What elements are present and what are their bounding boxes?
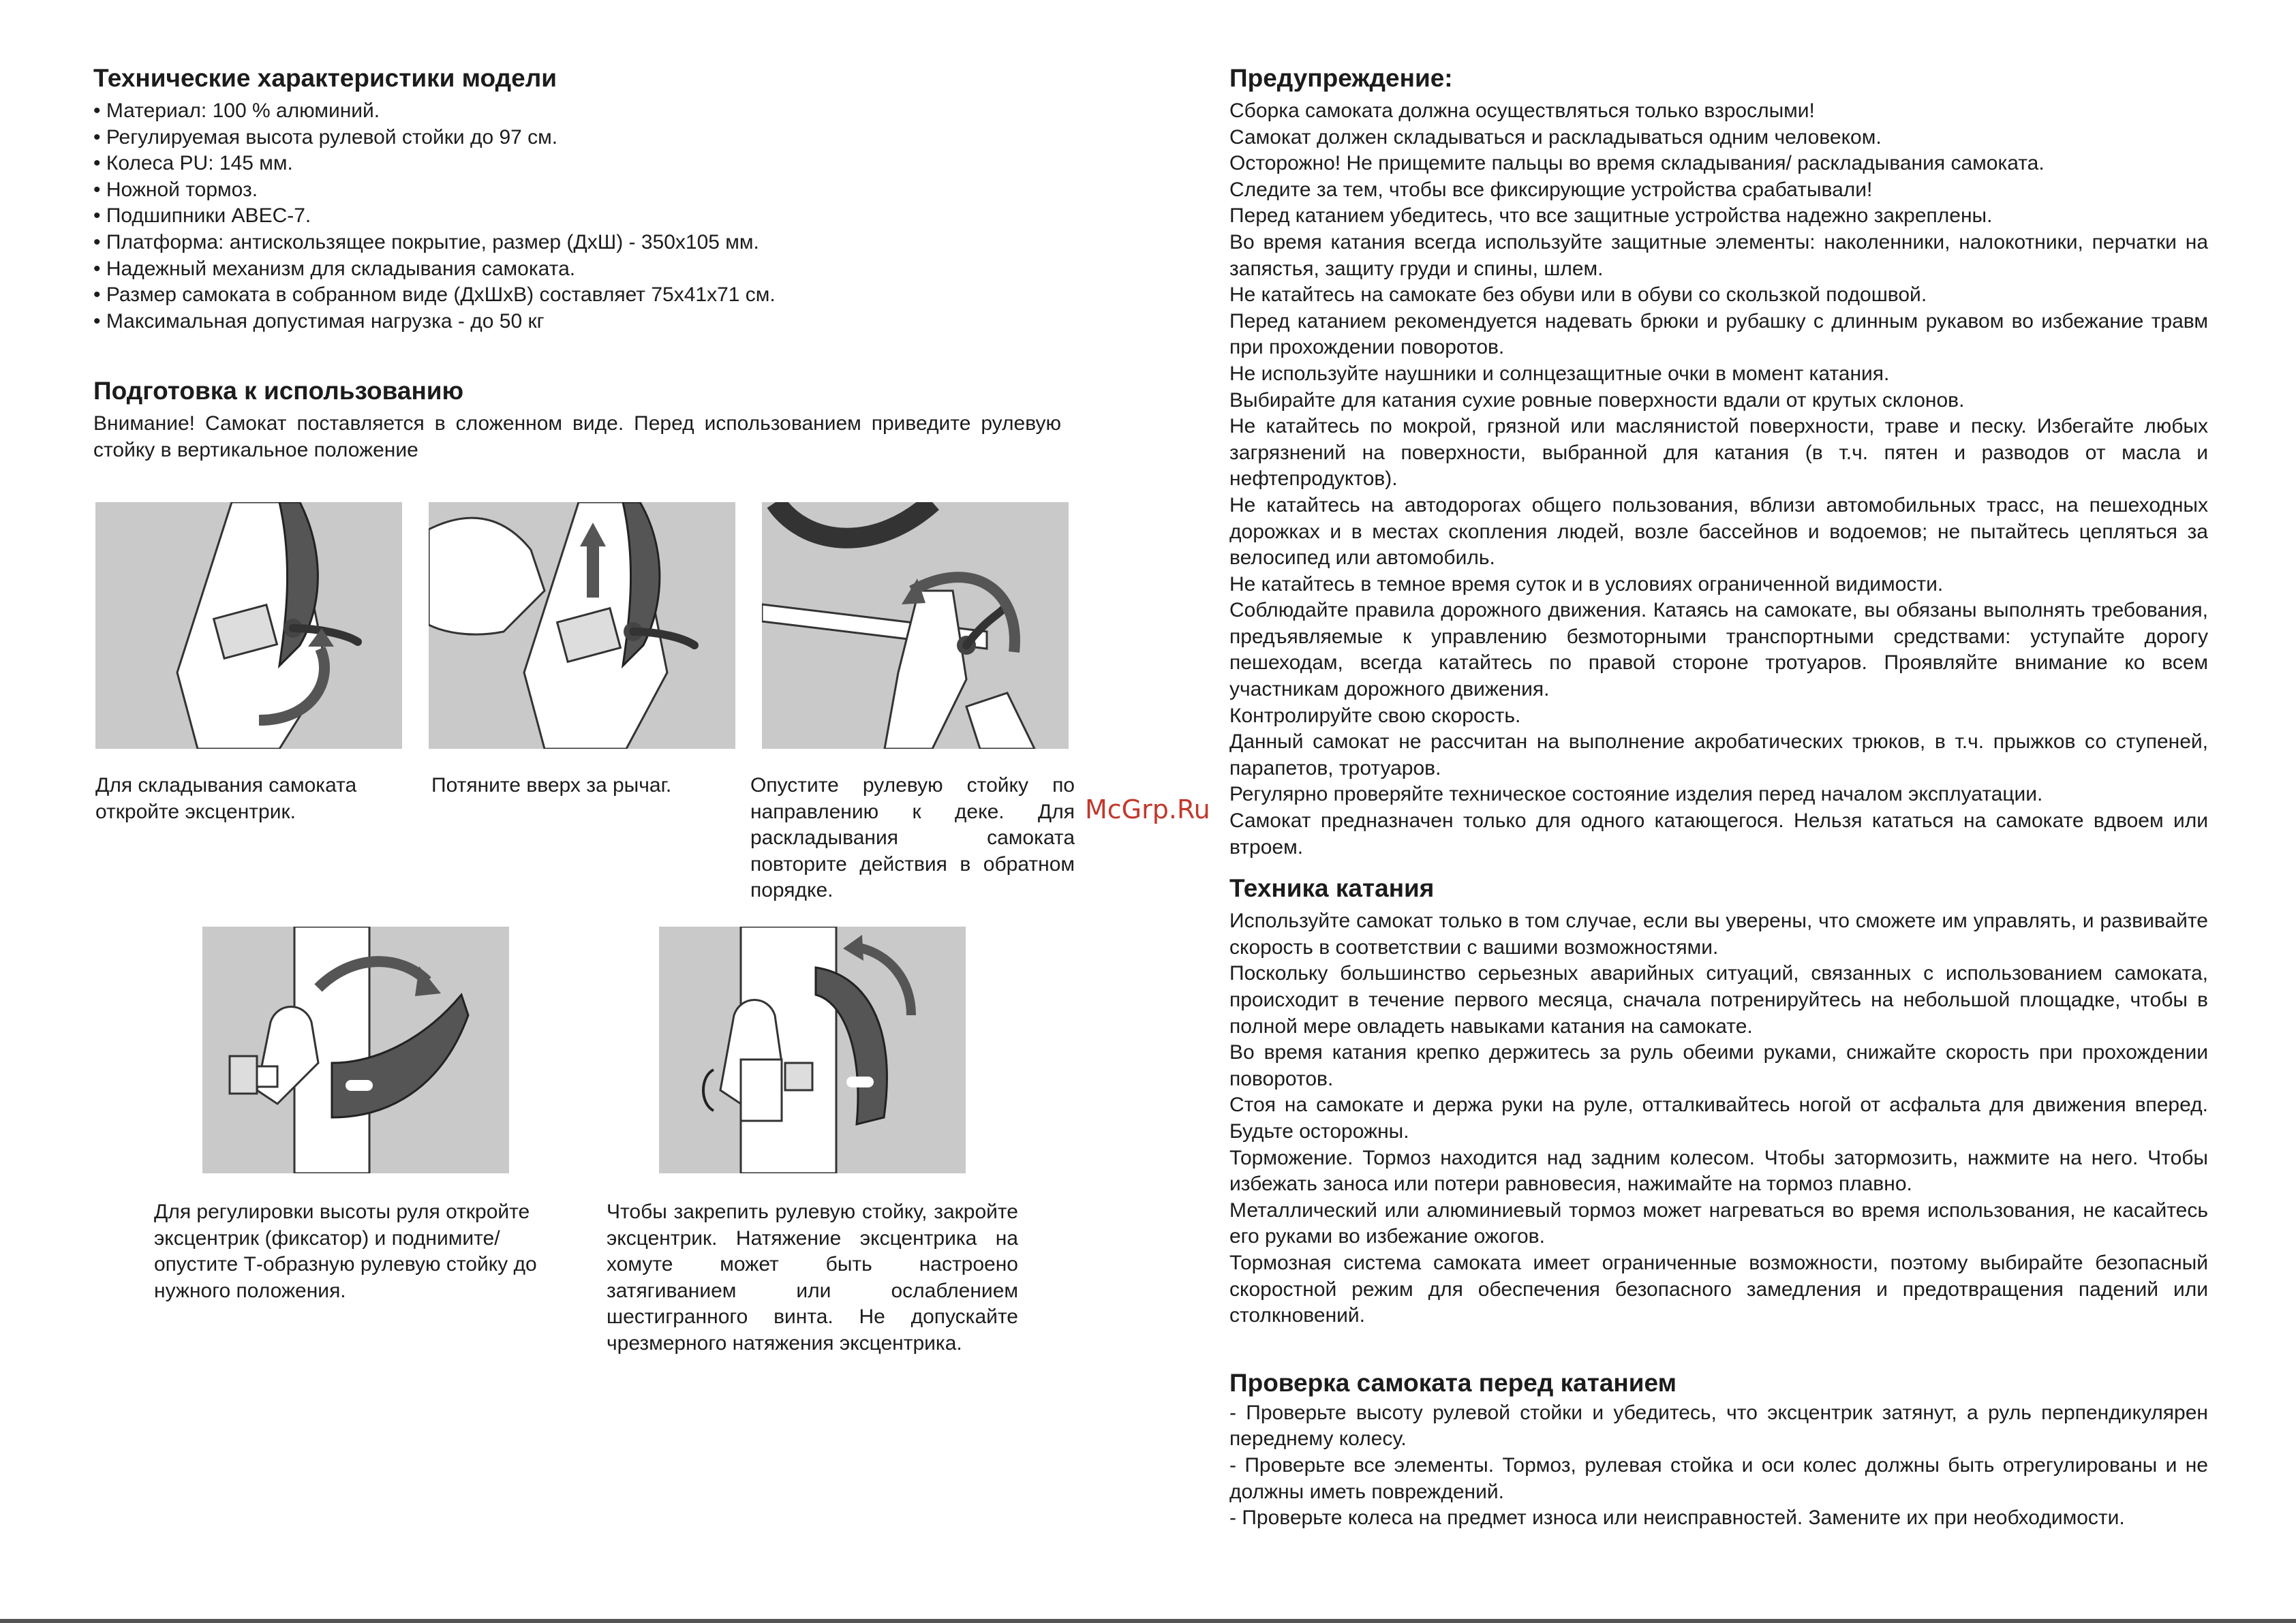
specs-item: • Платформа: антискользящее покрытие, размер (ДхШ) - 350х105 мм. xyxy=(93,230,759,253)
check-text xyxy=(1229,1400,2208,1532)
warning-paragraph: Выбирайте для катания сухие ровные поверхности вдали от крутых склонов. xyxy=(1229,388,1965,412)
check-paragraph: - Проверьте высоту рулевой стойки и убедитесь, что эксцентрик затянут, а руль перпендикулярен переднему колесу. xyxy=(1229,1401,2208,1451)
warning-title: Предупреждение: xyxy=(1229,64,1453,92)
fold-step-1-drawing xyxy=(95,502,402,749)
height-adjust-drawing xyxy=(202,927,509,1173)
specs-item: • Надежный механизм для складывания самоката. xyxy=(93,257,576,280)
height-adjust-illustration xyxy=(202,927,509,1173)
prep-title: Подготовка к использованию xyxy=(93,377,464,405)
technique-paragraph: Металлический или алюминиевый тормоз может нагреваться во время использования, не касайтесь его руками во избежание ожогов. xyxy=(1229,1199,2208,1248)
warning-paragraph: Контролируйте свою скорость. xyxy=(1229,704,1521,727)
check-paragraph: - Проверьте колеса на предмет износа или неисправностей. Замените их при необходимости. xyxy=(1229,1506,2125,1530)
specs-title: Технические характеристики модели xyxy=(93,64,557,92)
tighten-clamp-drawing xyxy=(659,927,966,1173)
fold-step-3-illustration xyxy=(762,502,1069,749)
technique-paragraph: Тормозная система самоката имеет ограниченные возможности, поэтому выбирайте безопасный скоростной режим для обеспечения безопасного замедления и предотвращения падений или столкновений. xyxy=(1229,1251,2208,1327)
specs-item: • Регулируемая высота рулевой стойки до 97 см. xyxy=(93,125,558,149)
caption-tighten-clamp: Чтобы закрепить рулевую стойку, закройте эксцентрик. Натяжение эксцентрика на хомуте может быть настроено затягиванием или ослаблением шестигранного винта. Не допускайте чрезмерного натяжения эксцентрика. xyxy=(607,1201,1018,1355)
specs-item: • Колеса PU: 145 мм. xyxy=(93,152,293,175)
specs-item: • Материал: 100 % алюминий. xyxy=(93,99,380,122)
fold-step-1-illustration xyxy=(95,502,402,749)
warning-paragraph: Данный самокат не рассчитан на выполнение акробатических трюков, в т.ч. прыжков со ступеней, парапетов, тротуаров. xyxy=(1229,730,2208,779)
specs-item: • Максимальная допустимая нагрузка - до 50 кг xyxy=(93,309,545,333)
warning-paragraph: Не катайтесь в темное время суток и в условиях ограниченной видимости. xyxy=(1229,572,1944,596)
technique-paragraph: Торможение. Тормоз находится над задним колесом. Чтобы затормозить, нажмите на него. Чтобы избежать заноса или потери равновесия, нажимайте на тормоз плавно. xyxy=(1229,1146,2208,1196)
technique-paragraph: Поскольку большинство серьезных аварийных ситуаций, связанных с использованием самоката, происходит в течение первого месяца, сначала потренируйтесь на небольшой площадке, чтобы в полной мере овладеть навыками катания на самокате. xyxy=(1229,962,2208,1038)
technique-paragraph: Стоя на самокате и держа руки на руле, отталкивайтесь ногой от асфальта для движения вперед. Будьте осторожны. xyxy=(1229,1094,2208,1143)
fold-step-2-drawing xyxy=(429,502,735,749)
tighten-clamp-illustration xyxy=(659,927,966,1173)
warning-paragraph: Во время катания всегда используйте защитные элементы: наколенники, налокотники, перчатки на запястья, защиту груди и спины, шлем. xyxy=(1229,230,2208,280)
warning-text xyxy=(1229,98,2208,861)
technique-title: Техника катания xyxy=(1229,874,1435,903)
warning-paragraph: Не катайтесь на автодорогах общего пользования, вблизи автомобильных трасс, на пешеходных дорожках и в местах скопления людей, возле бассейнов и водоемов; не пытайтесь цепляться за велосипед или автомобиль. xyxy=(1229,493,2208,570)
check-title: Проверка самоката перед катанием xyxy=(1229,1368,1677,1397)
caption-fold-step-3: Опустите рулевую стойку по направлению к деке. Для раскладывания самоката повторите действия в обратном порядке. xyxy=(750,774,1075,902)
watermark: McGrp.Ru xyxy=(1085,794,1210,824)
warning-paragraph: Осторожно! Не прищемите пальцы во время складывания/ раскладывания самоката. xyxy=(1229,152,2045,175)
warning-paragraph: Не катайтесь на самокате без обуви или в обуви со скользкой подошвой. xyxy=(1229,283,1927,307)
caption-fold-step-2: Потяните вверх за рычаг. xyxy=(431,774,672,797)
specs-list xyxy=(93,98,1062,335)
right-column xyxy=(1229,61,2208,1532)
warning-paragraph: Сборка самоката должна осуществляться только взрослыми! xyxy=(1229,99,1815,122)
specs-item: • Размер самоката в собранном виде (ДхШхВ) составляет 75x41x71 см. xyxy=(93,283,776,307)
warning-paragraph: Регулярно проверяйте техническое состояние изделия перед началом эксплуатации. xyxy=(1229,783,2043,806)
caption-fold-step-1: Для складывания самоката откройте эксцентрик. xyxy=(95,774,357,823)
technique-paragraph: Используйте самокат только в том случае, если вы уверены, что сможете им управлять, и развивайте скорость в соответствии с вашими возможностями. xyxy=(1229,910,2208,959)
technique-text xyxy=(1229,908,2208,1329)
prep-intro: Внимание! Самокат поставляется в сложенном виде. Перед использованием приведите рулевую стойку в вертикальное положение xyxy=(93,412,1061,461)
specs-item: • Ножной тормоз. xyxy=(93,178,258,201)
page-bottom-rule xyxy=(0,1619,2296,1623)
fold-step-3-drawing xyxy=(762,502,1069,749)
fold-step-2-illustration xyxy=(429,502,735,749)
warning-paragraph: Не используйте наушники и солнцезащитные очки в момент катания. xyxy=(1229,362,1890,385)
warning-paragraph: Самокат должен складываться и раскладываться одним человеком. xyxy=(1229,125,1882,149)
warning-paragraph: Перед катанием убедитесь, что все защитные устройства надежно закреплены. xyxy=(1229,204,1993,228)
warning-paragraph: Не катайтесь по мокрой, грязной или маслянистой поверхности, траве и песку. Избегайте любых загрязнений на поверхности, выбранной для катания (в т.ч. пятен и разводов от масла и нефтепродуктов). xyxy=(1229,415,2208,491)
caption-height-adjust: Для регулировки высоты руля откройте эксцентрик (фиксатор) и поднимите/опустите Т-образную рулевую стойку до нужного положения. xyxy=(154,1201,537,1302)
specs-item: • Подшипники ABEC-7. xyxy=(93,204,311,228)
technique-paragraph: Во время катания крепко держитесь за руль обеими руками, снижайте скорость при прохождении поворотов. xyxy=(1229,1041,2208,1090)
warning-paragraph: Самокат предназначен только для одного катающегося. Нельзя кататься на самокате вдвоем или втроем. xyxy=(1229,809,2208,859)
warning-paragraph: Следите за тем, чтобы все фиксирующие устройства срабатывали! xyxy=(1229,178,1873,201)
warning-paragraph: Соблюдайте правила дорожного движения. Катаясь на самокате, вы обязаны выполнять требования, предъявляемые к управлению безмоторными транспортными средствами: уступайте дорогу пешеходам, всегда катайтесь по правой стороне тротуаров. Проявляйте внимание ко всем участникам дорожного движения. xyxy=(1229,599,2208,701)
warning-paragraph: Перед катанием рекомендуется надевать брюки и рубашку с длинным рукавом во избежание травм при прохождении поворотов. xyxy=(1229,309,2208,359)
left-column xyxy=(93,61,1062,464)
check-paragraph: - Проверьте все элементы. Тормоз, рулевая стойка и оси колес должны быть отрегулированы и не должны иметь повреждений. xyxy=(1229,1453,2208,1503)
